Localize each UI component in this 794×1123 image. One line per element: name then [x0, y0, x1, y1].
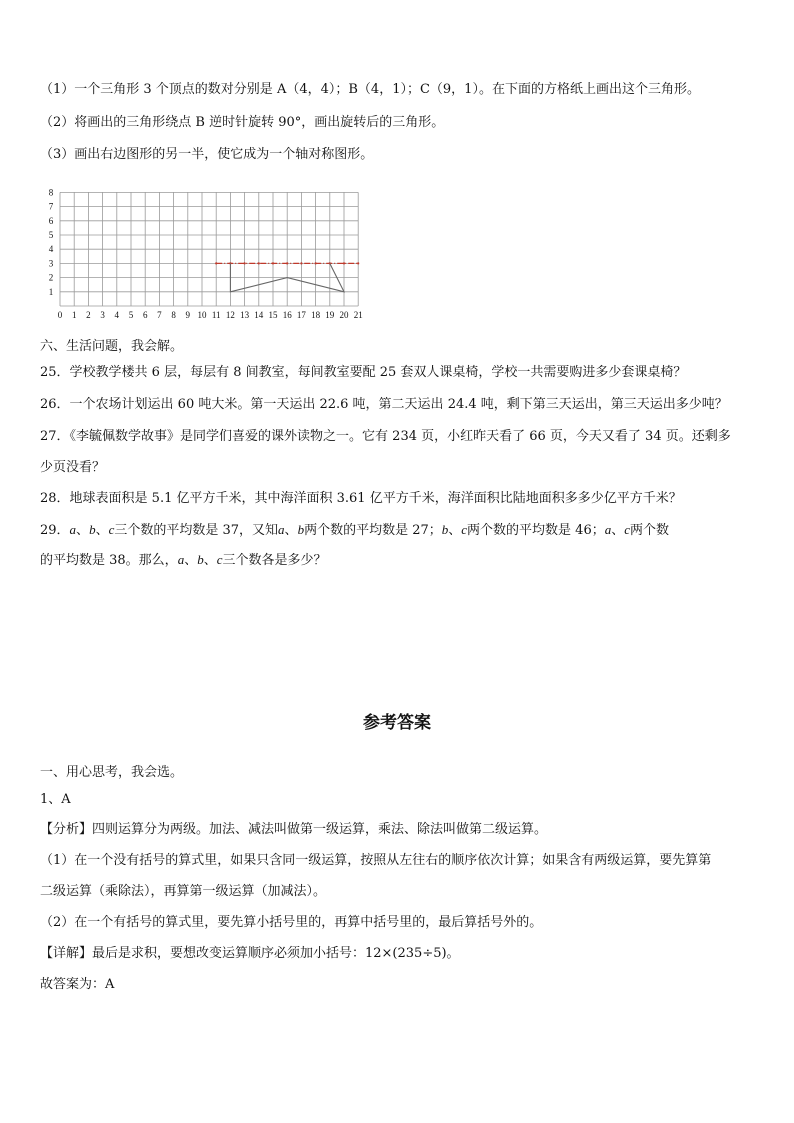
x-tick-label: 21 [353, 310, 363, 320]
problem-line-3: （3）画出右边图形的另一半，使它成为一个轴对称图形。 [40, 147, 374, 162]
x-tick-label: 11 [211, 310, 221, 320]
x-tick-label: 13 [240, 310, 250, 320]
answers-title: 参考答案 [363, 713, 431, 733]
coordinate-grid [30, 180, 375, 320]
q29-sep: 、 [203, 553, 217, 568]
x-tick-label: 3 [100, 310, 105, 320]
x-tick-label: 17 [296, 310, 306, 320]
x-tick-label: 6 [142, 310, 148, 320]
problem-line-2: （2）将画出的三角形绕点 B 逆时针旋转 90°，画出旋转后的三角形。 [40, 115, 445, 130]
var-a: a [177, 552, 185, 567]
x-tick-label: 10 [197, 310, 207, 320]
y-tick-label: 7 [48, 201, 54, 212]
q29-text: 三个数各是多少？ [222, 553, 327, 568]
q29-sep: 、 [184, 553, 198, 568]
y-tick-label: 1 [48, 286, 54, 297]
question-27-line-1: 27．《李毓佩数学故事》是同学们喜爱的课外读物之一。它有 234 页，小红昨天看了 66 页，今天又看了 34 页。还剩多 [40, 429, 731, 444]
point-2: （2）在一个有括号的算式里，要先算小括号里的，再算中括号里的，最后算括号外的。 [40, 915, 543, 930]
x-tick-label: 18 [311, 310, 321, 320]
axis-dot [272, 262, 274, 264]
x-tick-label: 8 [171, 310, 176, 320]
axis-dot [315, 262, 317, 264]
y-tick-label: 4 [48, 244, 54, 255]
y-tick-label: 8 [48, 187, 54, 198]
var-c: c [624, 522, 631, 537]
q29-sep: 、 [611, 523, 625, 538]
x-tick-label: 20 [339, 310, 349, 320]
var-c: c [216, 552, 223, 567]
problem-line-1: （1）一个三角形 3 个顶点的数对分别是 A（4，4）；B（4，1）；C（9，1）。在下面的方格纸上画出这个三角形。 [40, 82, 700, 97]
var-c: c [108, 522, 115, 537]
x-tick-label: 9 [185, 310, 191, 320]
q29-text: 的平均数是 38。那么， [40, 553, 178, 568]
var-a: a [69, 522, 77, 537]
q29-text: 两个数的平均数是 46； [467, 523, 605, 538]
axis-dot [300, 262, 302, 264]
y-tick-label: 6 [48, 215, 54, 226]
x-tick-label: 4 [114, 310, 120, 320]
question-28: 28．地球表面积是 5.1 亿平方千米，其中海洋面积 3.61 亿平方千米，海洋面积比陆地面积多多少亿平方千米？ [40, 491, 682, 506]
axis-dot [357, 262, 359, 264]
var-a: a [604, 522, 612, 537]
q29-sep: 、 [95, 523, 109, 538]
q29-text: 两个数 [630, 523, 670, 538]
axis-dot [258, 262, 260, 264]
var-b: b [89, 522, 96, 537]
axis-dot [286, 262, 288, 264]
question-27-line-2: 少页没看？ [40, 460, 106, 475]
x-tick-label: 12 [225, 310, 235, 320]
x-tick-label: 0 [57, 310, 63, 320]
axis-dot [343, 262, 345, 264]
var-b: b [197, 552, 204, 567]
var-b: b [297, 522, 305, 537]
conclusion-line: 故答案为：A [40, 977, 115, 992]
question-29-line-2 [40, 551, 327, 570]
axis-dot [244, 262, 246, 264]
y-tick-label: 5 [48, 230, 54, 240]
answers-section-1: 一、用心思考，我会选。 [40, 765, 184, 780]
q29-number: 29． [40, 523, 70, 538]
q29-text: 两个数的平均数是 27； [304, 523, 442, 538]
q29-sep: 、 [448, 523, 462, 538]
var-b: b [441, 522, 449, 537]
x-tick-label: 14 [254, 310, 264, 320]
var-c: c [461, 522, 468, 537]
question-26: 26．一个农场计划运出 60 吨大米。第一天运出 22.6 吨，第二天运出 24.4 吨，剩下第三天运出，第三天运出多少吨？ [40, 397, 728, 412]
x-tick-label: 19 [325, 310, 335, 320]
q29-text: 三个数的平均数是 37，又知 [114, 523, 279, 538]
q29-sep: 、 [284, 523, 298, 538]
y-tick-label: 2 [48, 272, 54, 283]
x-tick-label: 7 [157, 310, 162, 320]
section-6-heading: 六、生活问题，我会解。 [40, 339, 184, 354]
var-a: a [278, 522, 285, 537]
point-1-line-2: 二级运算（乘除法），再算第一级运算（加减法）。 [40, 884, 327, 899]
analysis-line: 【分析】四则运算分为两级。加法、减法叫做第一级运算，乘法、除法叫做第二级运算。 [40, 822, 548, 837]
detail-line: 【详解】最后是求积，要想改变运算顺序必须加小括号：12×(235÷5)。 [40, 946, 460, 961]
axis-dot [215, 262, 217, 264]
point-1-line-1: （1）在一个没有括号的算式里，如果只含同一级运算，按照从左往右的顺序依次计算；如果含有两级运算，要先算第 [40, 853, 712, 868]
answer-1: 1、A [40, 792, 71, 807]
x-tick-label: 5 [128, 310, 134, 320]
x-tick-label: 16 [282, 310, 292, 320]
question-25: 25．学校教学楼共 6 层，每层有 8 间教室，每间教室要配 25 套双人课桌椅，学校一共需要购进多少套课桌椅？ [40, 365, 687, 380]
q29-sep: 、 [76, 523, 90, 538]
question-29-line-1 [40, 521, 669, 540]
y-tick-label: 3 [48, 258, 54, 269]
x-tick-label: 2 [86, 310, 91, 320]
x-tick-label: 15 [268, 310, 278, 320]
x-tick-label: 1 [71, 310, 77, 320]
